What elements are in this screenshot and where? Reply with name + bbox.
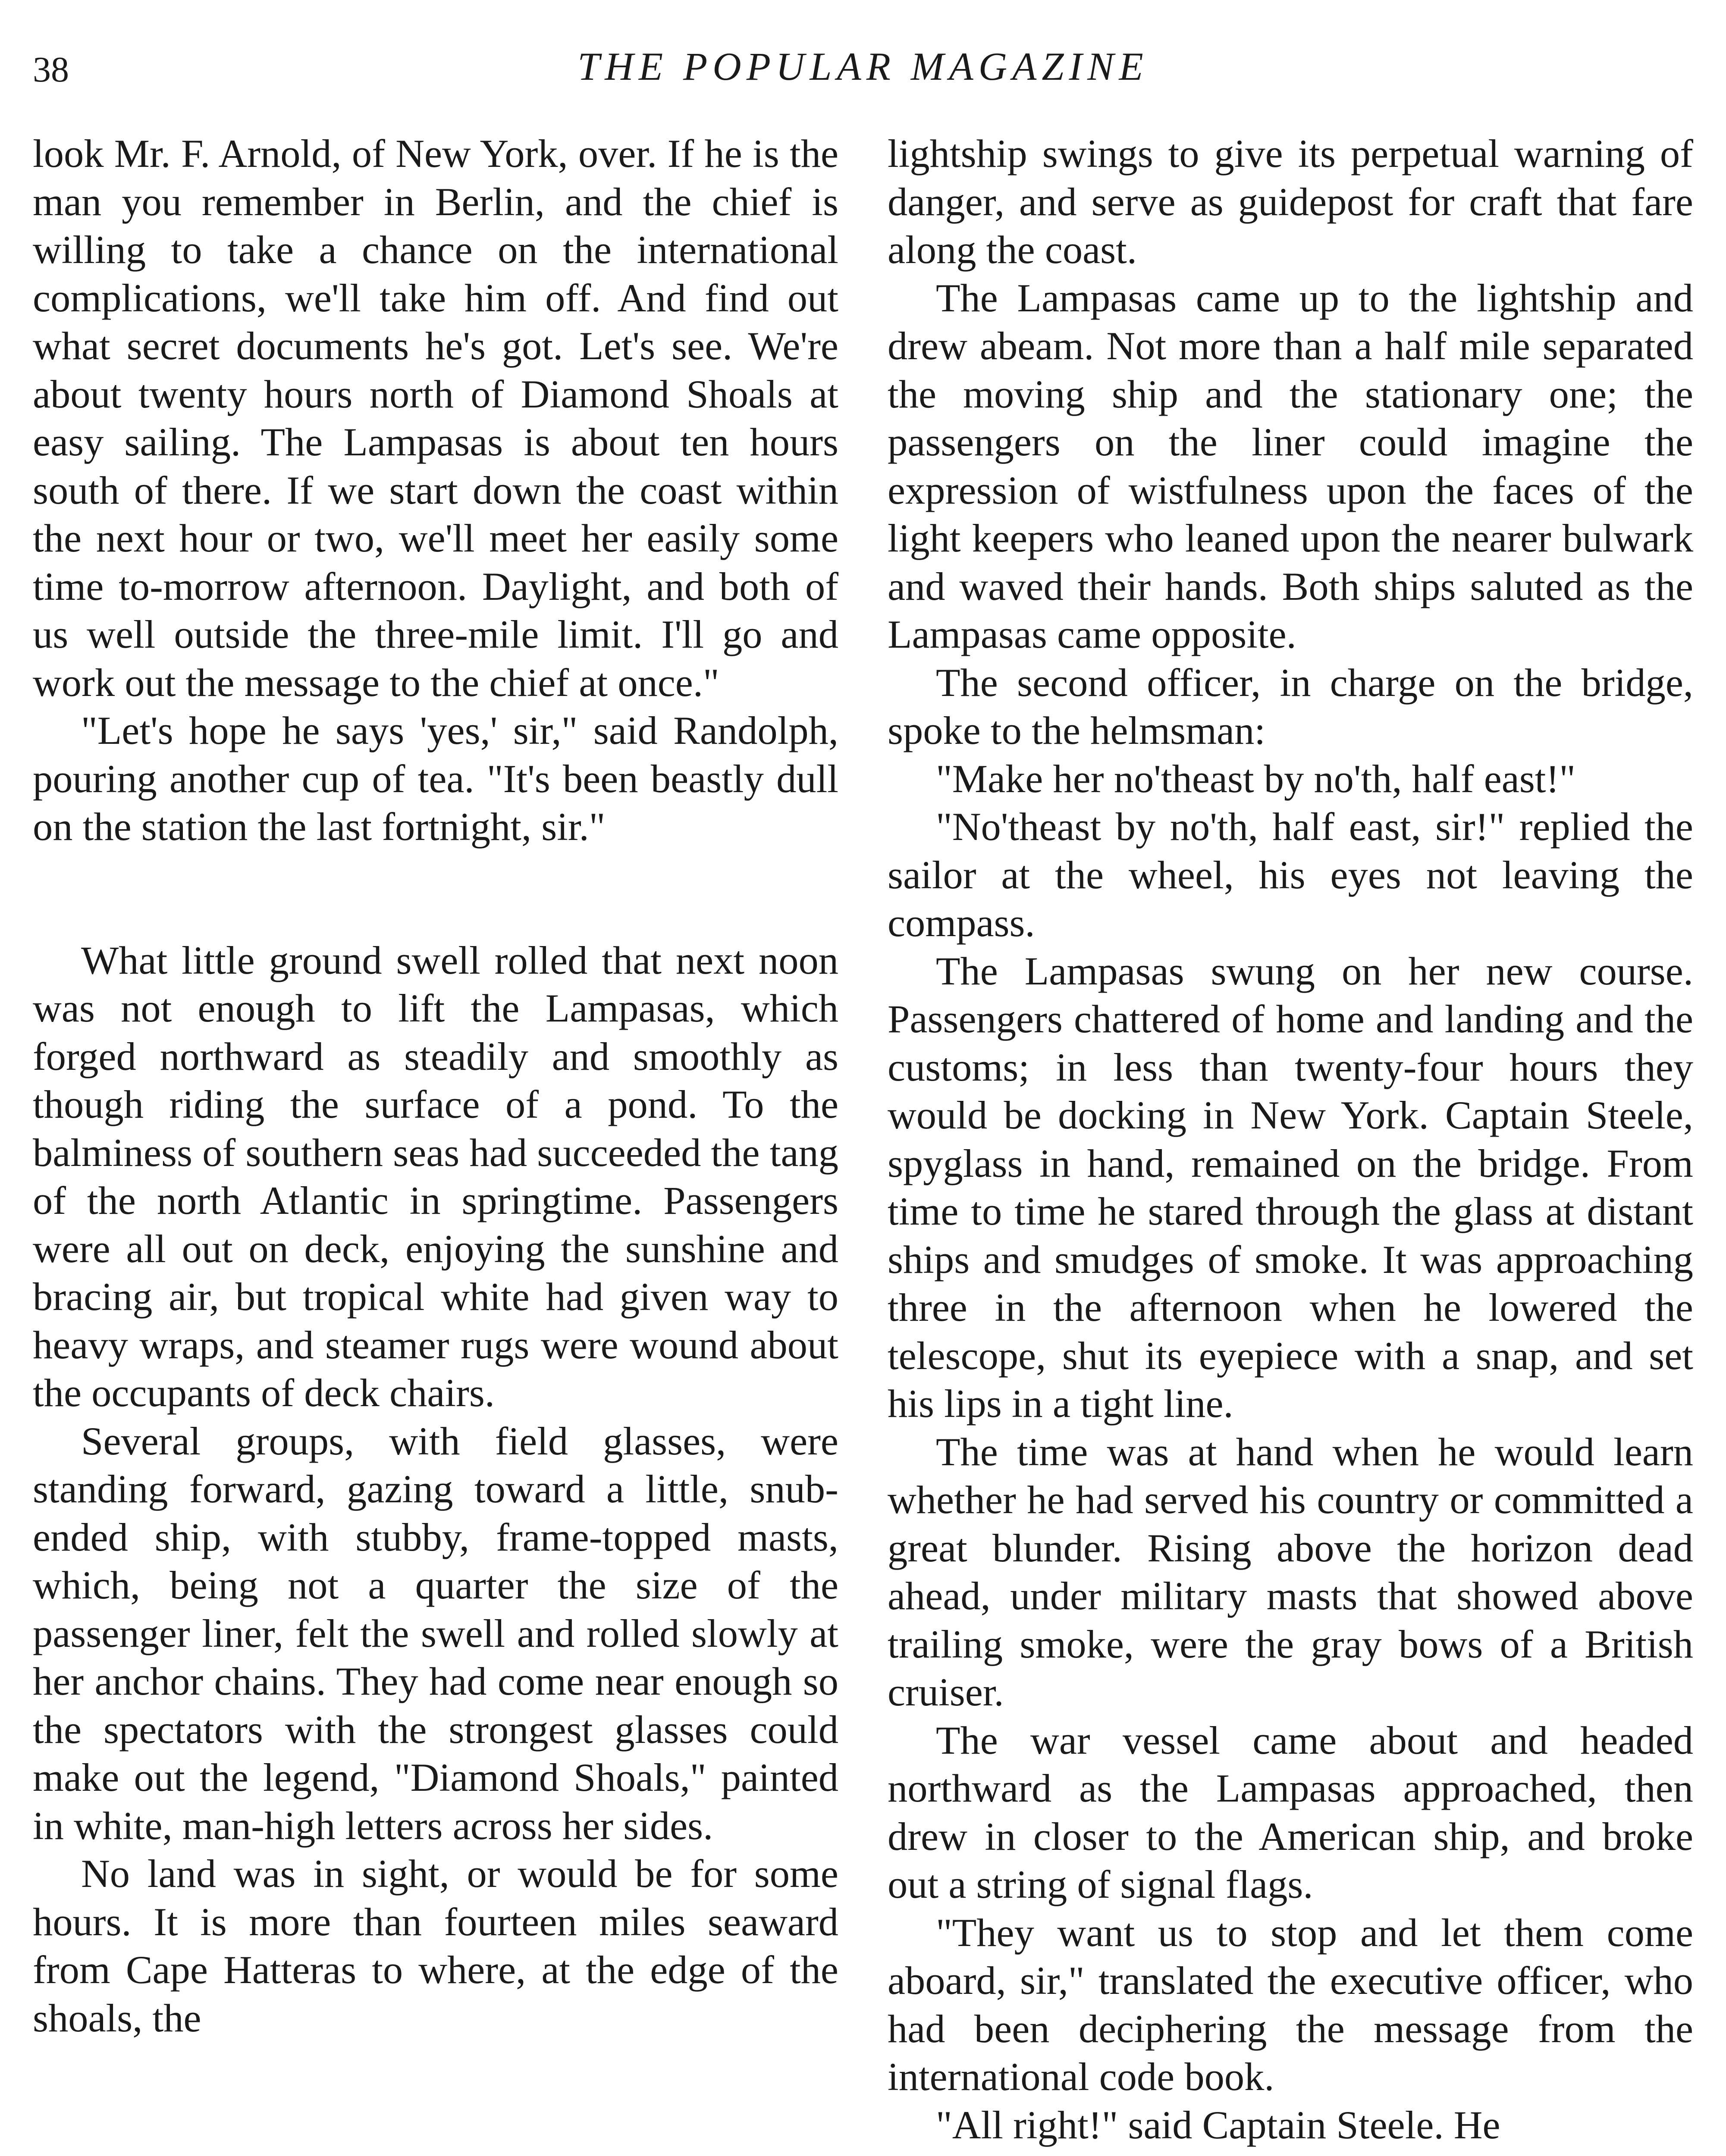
paragraph: No land was in sight, or would be for some hours. It is more than fourteen miles seaward from Cape Hatteras to where, at the edge of the shoals, the bbox=[33, 1852, 838, 2040]
paragraph: "No'theast by no'th, half east, sir!" replied the sailor at the wheel, his eyes not leaving the compass. bbox=[888, 805, 1693, 945]
paragraph: look Mr. F. Arnold, of New York, over. If he is the man you remember in Berlin, and the chief is willing to take a chance on the international complications, we'll take him off. And find out what secret documents he's got. Let's see. We're about twenty hours north of Diamond Shoals at easy sailing. The Lampasas is about ten hours south of there. If we start down the coast within the next hour or two, we'll meet her easily some time to-morrow afternoon. Daylight, and both of us well outside the three-mile limit. I'll go and work out the message to the chief at once." bbox=[33, 132, 838, 705]
paragraph: The war vessel came about and headed northward as the Lampasas approached, then drew in closer to the American ship, and broke out a string of signal flags. bbox=[888, 1718, 1693, 1907]
left-column bbox=[33, 130, 838, 2043]
right-column bbox=[888, 130, 1693, 2150]
paragraph: What little ground swell rolled that next noon was not enough to lift the Lampasas, which forged northward as steadily and smoothly as though riding the surface of a pond. To the balminess of southern seas had succeeded the tang of the north Atlantic in springtime. Passengers were all out on deck, enjoying the sunshine and bracing air, but tropical white had given way to heavy wraps, and steamer rugs were wound about the occupants of deck chairs. bbox=[33, 938, 838, 1415]
paragraph: Several groups, with field glasses, were standing forward, gazing toward a little, snub-ended ship, with stubby, frame-topped masts, which, being not a quarter the size of the passenger liner, felt the swell and rolled slowly at her anchor chains. They had come near enough so the spectators with the strongest glasses could make out the legend, "Diamond Shoals," painted in white, man-high letters across her sides. bbox=[33, 1419, 838, 1848]
page-number: 38 bbox=[33, 50, 69, 90]
paragraph: lightship swings to give its perpetual warning of danger, and serve as guidepost for craft that fare along the coast. bbox=[888, 132, 1693, 272]
paragraph: "All right!" said Captain Steele. He bbox=[936, 2103, 1500, 2147]
paragraph: "Make her no'theast by no'th, half east!" bbox=[936, 757, 1576, 801]
paragraph: The Lampasas swung on her new course. Passengers chattered of home and landing and the customs; in less than twenty-four hours they would be docking in New York. Captain Steele, spyglass in hand, remained on the bridge. From time to time he stared through the glass at distant ships and smudges of smoke. It was approaching three in the afternoon when he lowered the telescope, shut its eyepiece with a snap, and set his lips in a tight line. bbox=[888, 949, 1693, 1426]
paragraph: The time was at hand when he would learn whether he had served his country or committed a great blunder. Rising above the horizon dead ahead, under military masts that showed above trailing smoke, were the gray bows of a British cruiser. bbox=[888, 1430, 1693, 1714]
paragraph: The second officer, in charge on the bridge, spoke to the helmsman: bbox=[888, 661, 1693, 753]
paragraph: "Let's hope he says 'yes,' sir," said Randolph, pouring another cup of tea. "It's been beastly dull on the station the last fortnight, sir." bbox=[33, 709, 838, 849]
running-title: THE POPULAR MAGAZINE bbox=[577, 44, 1149, 88]
paragraph: "They want us to stop and let them come aboard, sir," translated the executive officer, who had been deciphering the message from the international code book. bbox=[888, 1911, 1693, 2099]
paragraph: The Lampasas came up to the lightship and drew abeam. Not more than a half mile separated the moving ship and the stationary one; the passengers on the liner could imagine the expression of wistfulness upon the faces of the light keepers who leaned upon the nearer bulwark and waved their hands. Both ships saluted as the Lampasas came opposite. bbox=[888, 276, 1693, 657]
